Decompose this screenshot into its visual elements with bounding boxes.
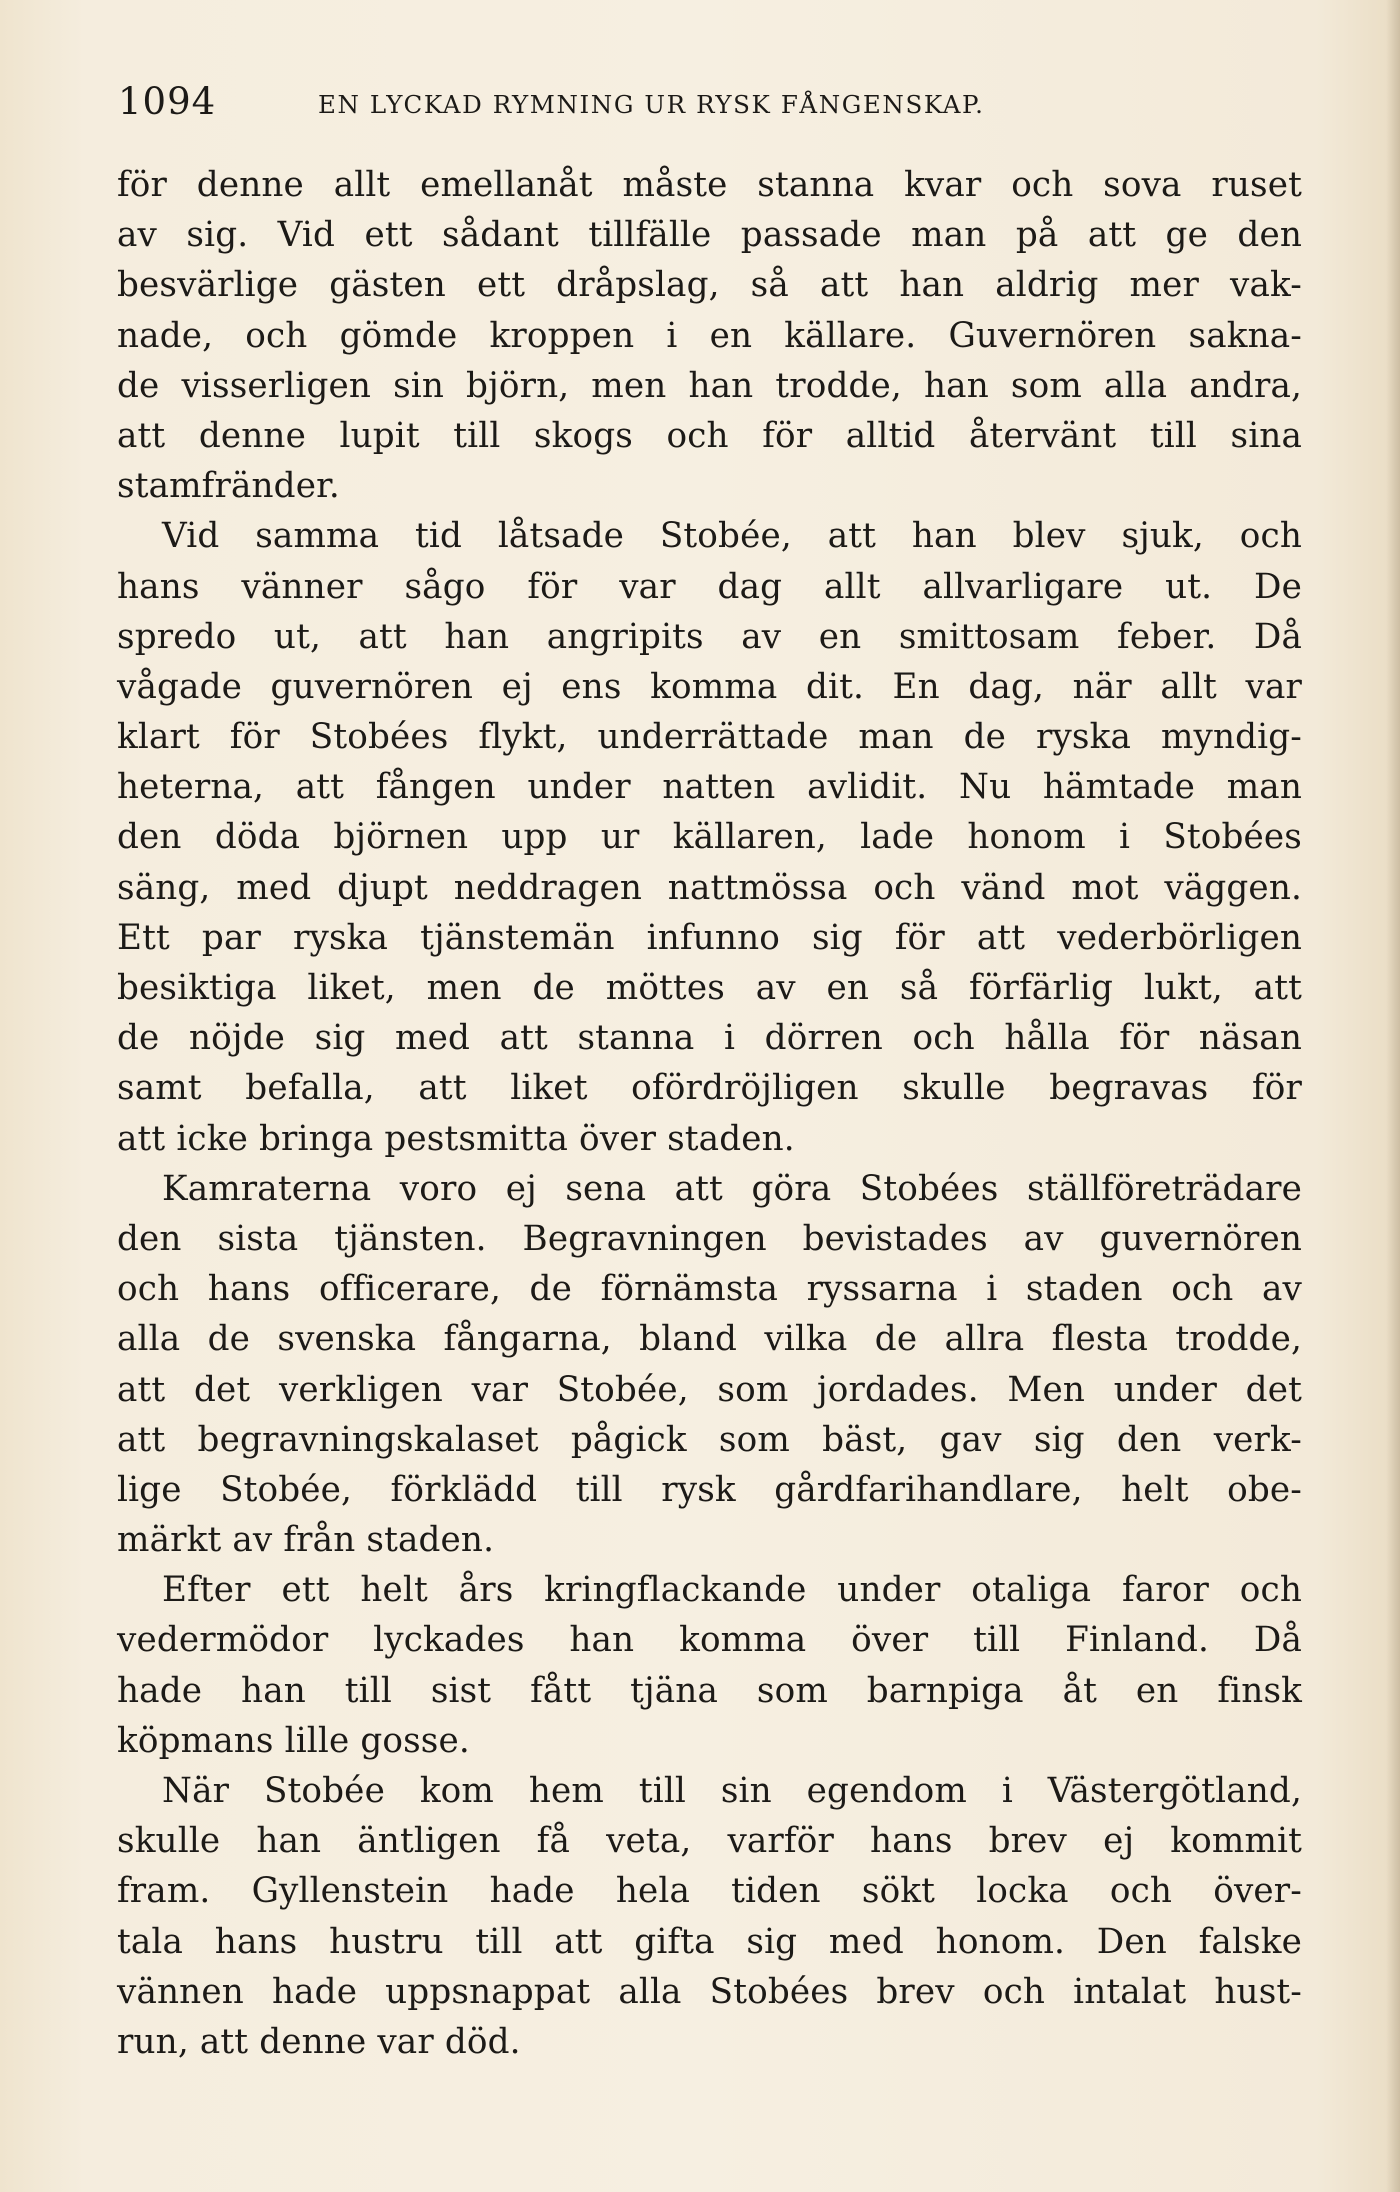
text-line: samt befalla, att liket ofördröjligen skulle begravas för [117, 1068, 1302, 1109]
text-line: run, att denne var död. [117, 2021, 521, 2062]
text-line: att icke bringa pestsmitta över staden. [117, 1118, 795, 1159]
text-line: fram. Gyllenstein hade hela tiden sökt locka och över- [117, 1871, 1302, 1912]
text-line: de nöjde sig med att stanna i dörren och hålla för näsan [117, 1018, 1302, 1059]
text-line: att det verkligen var Stobée, som jordades. Men under det [117, 1369, 1302, 1410]
text-line: Ett par ryska tjänstemän infunno sig för att vederbörligen [117, 917, 1302, 958]
text-line: den döda björnen upp ur källaren, lade honom i Stobées [117, 817, 1302, 858]
text-line: att denne lupit till skogs och för alltid återvänt till sina [117, 415, 1302, 456]
text-line: lige Stobée, förklädd till rysk gårdfarihandlare, helt obe- [117, 1469, 1302, 1510]
text-line: stamfränder. [117, 466, 340, 507]
text-line: klart för Stobées flykt, underrättade man de ryska myndig- [117, 717, 1302, 758]
text-line: besiktiga liket, men de möttes av en så förfärlig lukt, att [117, 968, 1302, 1008]
text-line: vedermödor lyckades han komma över till Finland. Då [117, 1620, 1302, 1661]
text-line: spredo ut, att han angripits av en smittosam feber. Då [117, 616, 1302, 657]
text-line: heterna, att fången under natten avlidit. Nu hämtade man [117, 767, 1302, 808]
text-line: hans vänner sågo för var dag allt allvarligare ut. De [117, 566, 1302, 607]
text-line: nade, och gömde kroppen i en källare. Guvernören sakna- [117, 315, 1302, 356]
text-line: vännen hade uppsnappat alla Stobées brev och intalat hust- [117, 1971, 1302, 2012]
text-line: vågade guvernören ej ens komma dit. En dag, när allt var [117, 666, 1302, 707]
page-header [118, 80, 1298, 130]
text-line: för denne allt emellanåt måste stanna kvar och sova ruset [117, 165, 1302, 205]
text-line: När Stobée kom hem till sin egendom i Västergötland, [162, 1771, 1302, 1811]
page-number: 1094 [118, 80, 217, 123]
text-line: den sista tjänsten. Begravningen bevistades av guvernören [117, 1218, 1302, 1259]
text-line: tala hans hustru till att gifta sig med honom. Den falske [117, 1921, 1302, 1962]
text-line: de visserligen sin björn, men han trodde, han som alla andra, [117, 365, 1302, 406]
text-line: köpmans lille gosse. [117, 1720, 470, 1761]
text-line: Efter ett helt års kringflackande under otaliga faror och [162, 1570, 1302, 1611]
text-line: besvärlige gästen ett dråpslag, så att han aldrig mer vak- [117, 265, 1302, 306]
text-line: av sig. Vid ett sådant tillfälle passade man på att ge den [117, 215, 1302, 256]
text-line: att begravningskalaset pågick som bäst, gav sig den verk- [117, 1419, 1302, 1460]
text-line: alla de svenska fångarna, bland vilka de allra flesta trodde, [117, 1319, 1302, 1360]
text-line: märkt av från staden. [117, 1520, 495, 1561]
text-line: säng, med djupt neddragen nattmössa och vänd mot väggen. [117, 867, 1302, 908]
body-text [117, 160, 1302, 2067]
text-line: Kamraterna voro ej sena att göra Stobées ställföreträdare [162, 1168, 1302, 1209]
text-line: Vid samma tid låtsade Stobée, att han blev sjuk, och [162, 516, 1302, 557]
text-line: hade han till sist fått tjäna som barnpiga åt en finsk [117, 1670, 1302, 1711]
page-edge-shadow [1386, 0, 1400, 2192]
text-line: skulle han äntligen få veta, varför hans brev ej kommit [117, 1821, 1302, 1862]
running-head: EN LYCKAD RYMNING UR RYSK FÅNGENSKAP. [318, 90, 985, 119]
text-line: och hans officerare, de förnämsta ryssarna i staden och av [117, 1269, 1302, 1310]
